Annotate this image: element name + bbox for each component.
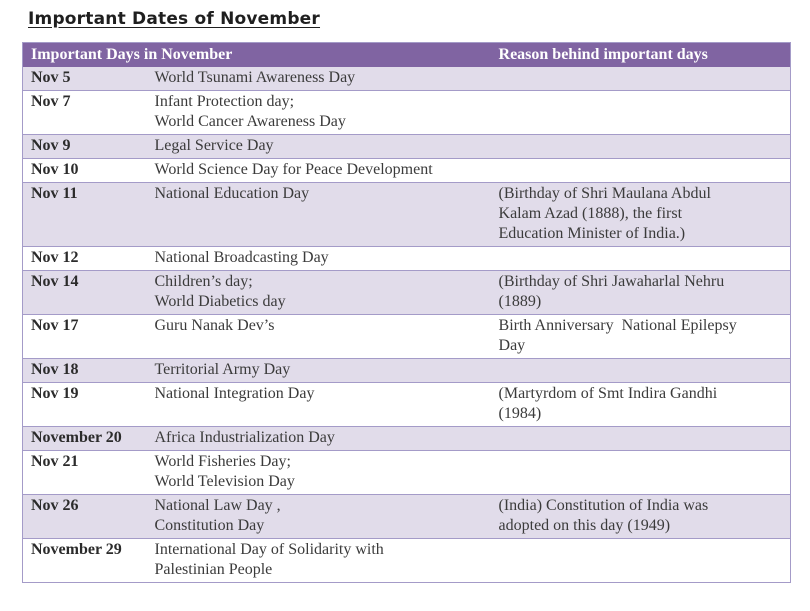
table-row [23, 539, 791, 583]
cell-text-line: Constitution Day [154, 517, 265, 534]
cell-text-line: Birth Anniversary National Epilepsy [498, 317, 737, 334]
cell-text-line: World Fisheries Day; [154, 453, 291, 470]
date-cell [23, 271, 147, 315]
cell-text-line: Guru Nanak Dev’s [154, 317, 275, 334]
table-row [23, 383, 791, 427]
date-text: Nov 7 [31, 93, 71, 110]
date-cell [23, 67, 147, 91]
date-cell [23, 247, 147, 271]
day-name-cell [147, 159, 491, 183]
reason-cell [491, 427, 791, 451]
date-cell [23, 383, 147, 427]
date-text: Nov 12 [31, 249, 79, 266]
cell-text-line: World Diabetics day [154, 293, 286, 310]
page-title: Important Dates of November [28, 9, 321, 29]
date-cell [23, 135, 147, 159]
cell-text-line: World Science Day for Peace Development [154, 161, 433, 178]
day-name-cell [147, 91, 491, 135]
day-name-cell [147, 427, 491, 451]
day-name-cell [147, 271, 491, 315]
day-name-cell [147, 451, 491, 495]
reason-cell [491, 539, 791, 583]
cell-text-line: World Tsunami Awareness Day [154, 69, 356, 86]
day-name-cell [147, 495, 491, 539]
reason-cell [491, 359, 791, 383]
reason-cell [491, 315, 791, 359]
cell-text-line: National Integration Day [154, 385, 315, 402]
cell-text-line: (India) Constitution of India was [498, 497, 709, 514]
date-cell [23, 539, 147, 583]
cell-text-line: Children’s day; [154, 273, 253, 290]
reason-cell [491, 495, 791, 539]
cell-text-line: International Day of Solidarity with [154, 541, 384, 558]
date-text: Nov 11 [31, 185, 78, 202]
cell-text-line: (1984) [498, 405, 542, 422]
reason-cell [491, 159, 791, 183]
day-name-cell [147, 539, 491, 583]
table-row [23, 495, 791, 539]
cell-text-line: World Television Day [154, 473, 295, 490]
date-cell [23, 495, 147, 539]
table-row [23, 427, 791, 451]
date-text: Nov 5 [31, 69, 71, 86]
table-row [23, 91, 791, 135]
date-text: Nov 17 [31, 317, 79, 334]
day-name-cell [147, 135, 491, 159]
cell-text-line: Legal Service Day [154, 137, 274, 154]
date-cell [23, 183, 147, 247]
table-body [23, 67, 791, 583]
table-row [23, 271, 791, 315]
date-cell [23, 91, 147, 135]
cell-text-line: National Law Day , [154, 497, 281, 514]
table-row [23, 247, 791, 271]
cell-text-line: Kalam Azad (1888), the first [498, 205, 683, 222]
reason-cell [491, 67, 791, 91]
table-row [23, 315, 791, 359]
cell-text-line: Education Minister of India.) [498, 225, 686, 242]
cell-text-line: (Birthday of Shri Maulana Abdul [498, 185, 711, 202]
important-dates-table [22, 42, 791, 583]
date-cell [23, 159, 147, 183]
reason-cell [491, 91, 791, 135]
cell-text-line: (1889) [498, 293, 542, 310]
date-text: Nov 9 [31, 137, 71, 154]
day-name-cell [147, 383, 491, 427]
cell-text-line: Africa Industrialization Day [154, 429, 335, 446]
day-name-cell [147, 67, 491, 91]
reason-cell [491, 183, 791, 247]
cell-text-line: National Broadcasting Day [154, 249, 329, 266]
table-row [23, 67, 791, 91]
date-text: Nov 18 [31, 361, 79, 378]
table-row [23, 183, 791, 247]
cell-text-line: Territorial Army Day [154, 361, 291, 378]
reason-cell [491, 383, 791, 427]
table-row [23, 159, 791, 183]
date-text: Nov 10 [31, 161, 79, 178]
table-row [23, 451, 791, 495]
cell-text-line: Day [498, 337, 526, 354]
table-row [23, 359, 791, 383]
date-text: Nov 14 [31, 273, 79, 290]
date-cell [23, 315, 147, 359]
table-header-row [23, 43, 791, 68]
day-name-cell [147, 247, 491, 271]
document-page [0, 9, 810, 583]
date-text: Nov 19 [31, 385, 79, 402]
date-cell [23, 451, 147, 495]
cell-text-line: National Education Day [154, 185, 310, 202]
date-cell [23, 427, 147, 451]
day-name-cell [147, 359, 491, 383]
table-row [23, 135, 791, 159]
cell-text-line: Palestinian People [154, 561, 273, 578]
date-text: November 29 [31, 541, 122, 558]
reason-cell [491, 451, 791, 495]
reason-cell [491, 271, 791, 315]
column-header-reason: Reason behind important days [491, 43, 791, 68]
cell-text-line: (Martyrdom of Smt Indira Gandhi [498, 385, 718, 402]
cell-text-line: World Cancer Awareness Day [154, 113, 346, 130]
cell-text-line: adopted on this day (1949) [498, 517, 671, 534]
date-text: Nov 21 [31, 453, 79, 470]
date-cell [23, 359, 147, 383]
day-name-cell [147, 183, 491, 247]
reason-cell [491, 135, 791, 159]
date-text: November 20 [31, 429, 122, 446]
date-text: Nov 26 [31, 497, 79, 514]
reason-cell [491, 247, 791, 271]
cell-text-line: (Birthday of Shri Jawaharlal Nehru [498, 273, 725, 290]
day-name-cell [147, 315, 491, 359]
column-header-important-days: Important Days in November [23, 43, 491, 68]
cell-text-line: Infant Protection day; [154, 93, 295, 110]
